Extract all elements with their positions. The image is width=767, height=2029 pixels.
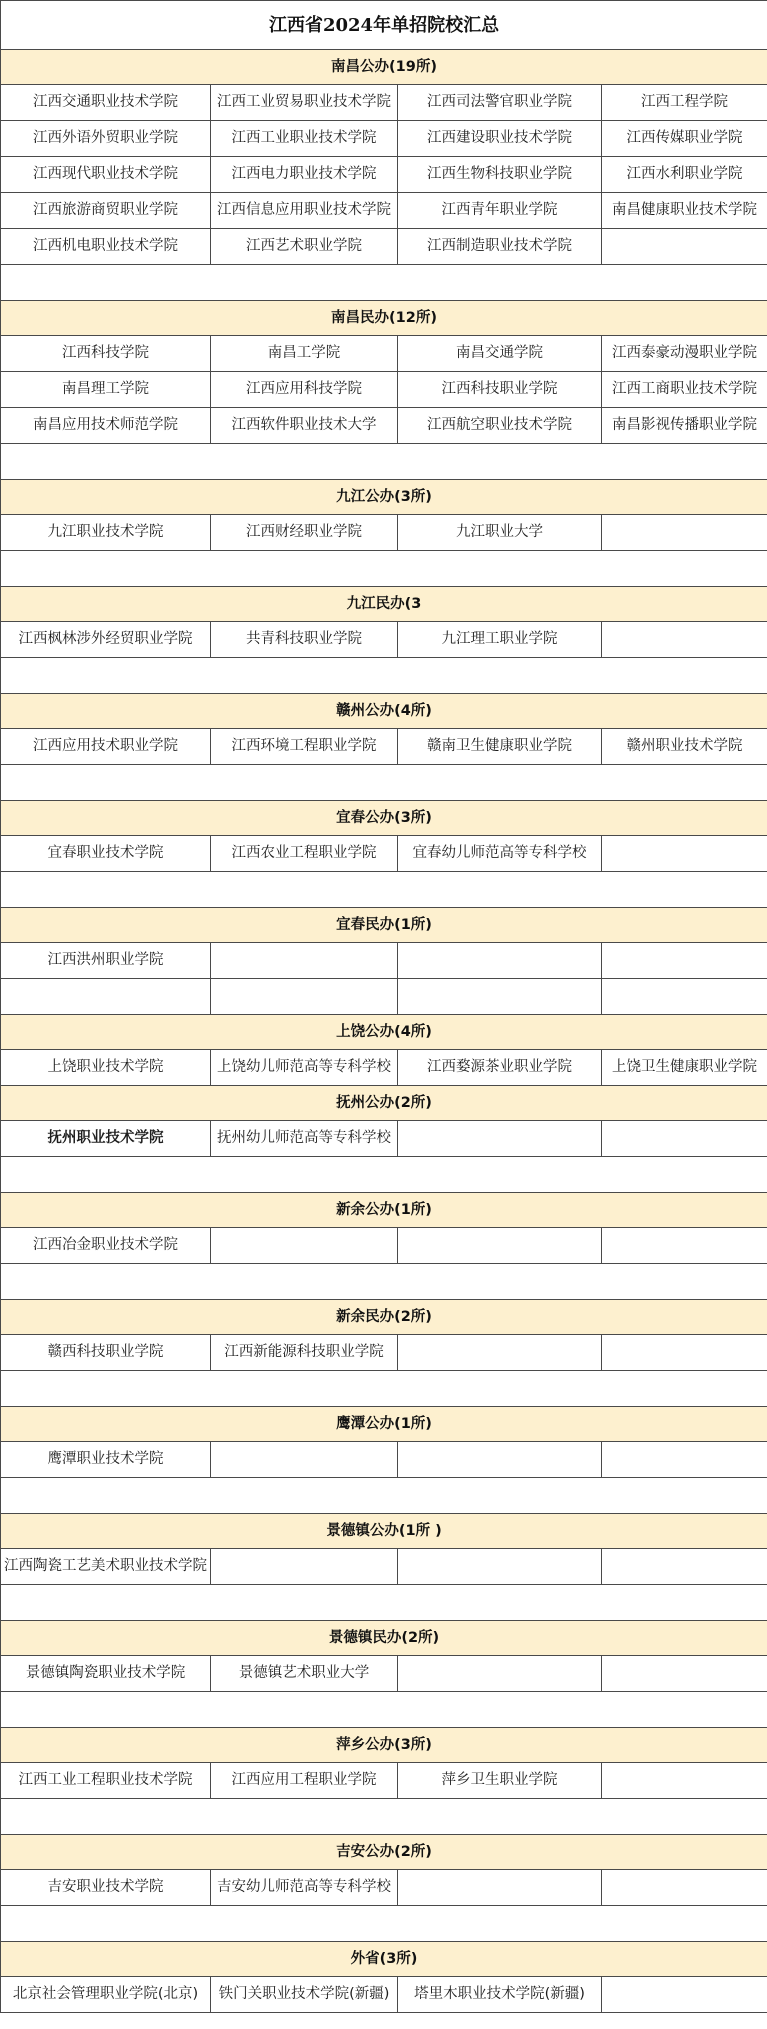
empty-cell <box>398 1335 602 1371</box>
spacer-row <box>1 1585 767 1621</box>
empty-cell <box>602 1121 767 1157</box>
college-cell: 抚州幼儿师范高等专科学校 <box>211 1121 398 1157</box>
college-cell: 江西艺术职业学院 <box>211 229 398 265</box>
table-row <box>1 979 767 1015</box>
spacer-cell <box>1 765 767 801</box>
spacer-cell <box>1 444 767 480</box>
section-header-row <box>1 301 767 336</box>
empty-cell <box>398 1549 602 1585</box>
spacer-cell <box>1 1906 767 1942</box>
college-cell: 江西航空职业技术学院 <box>398 408 602 444</box>
table-row <box>1 1549 767 1585</box>
spacer-cell <box>1 265 767 301</box>
table-row <box>1 1335 767 1371</box>
empty-cell <box>211 979 398 1015</box>
section-header-row <box>1 1728 767 1763</box>
college-cell: 江西现代职业技术学院 <box>1 157 211 193</box>
spacer-cell <box>1 1157 767 1193</box>
section-header-row <box>1 1086 767 1121</box>
empty-cell <box>398 1656 602 1692</box>
section-header: 赣州公办(4所) <box>1 694 767 729</box>
table-row <box>1 85 767 121</box>
empty-cell <box>602 836 767 872</box>
college-cell: 南昌工学院 <box>211 336 398 372</box>
spacer-row <box>1 1692 767 1728</box>
section-header: 吉安公办(2所) <box>1 1835 767 1870</box>
table-body <box>1 1 767 2013</box>
section-header-row <box>1 908 767 943</box>
empty-cell <box>211 1549 398 1585</box>
empty-cell <box>602 979 767 1015</box>
empty-cell <box>398 943 602 979</box>
college-cell: 江西传媒职业学院 <box>602 121 767 157</box>
college-cell: 九江职业技术学院 <box>1 515 211 551</box>
table-row <box>1 943 767 979</box>
college-cell: 吉安职业技术学院 <box>1 1870 211 1906</box>
section-header-row <box>1 1300 767 1335</box>
table-row <box>1 229 767 265</box>
spacer-row <box>1 1906 767 1942</box>
spacer-cell <box>1 1692 767 1728</box>
table-row <box>1 1763 767 1799</box>
table-row <box>1 1228 767 1264</box>
college-cell: 江西制造职业技术学院 <box>398 229 602 265</box>
empty-cell <box>602 622 767 658</box>
page-title: 江西省2024年单招院校汇总 <box>1 1 767 50</box>
college-cell: 江西工程学院 <box>602 85 767 121</box>
college-cell: 江西工业工程职业技术学院 <box>1 1763 211 1799</box>
section-header: 南昌公办(19所) <box>1 50 767 85</box>
empty-cell <box>398 1121 602 1157</box>
college-cell: 江西机电职业技术学院 <box>1 229 211 265</box>
empty-cell <box>398 1442 602 1478</box>
empty-cell <box>1 979 211 1015</box>
section-header: 九江民办(3 <box>1 587 767 622</box>
college-cell: 江西建设职业技术学院 <box>398 121 602 157</box>
section-header: 抚州公办(2所) <box>1 1086 767 1121</box>
section-header: 鹰潭公办(1所) <box>1 1407 767 1442</box>
empty-cell <box>602 1870 767 1906</box>
spacer-row <box>1 765 767 801</box>
empty-cell <box>602 1549 767 1585</box>
college-cell: 江西洪州职业学院 <box>1 943 211 979</box>
college-cell: 江西婺源茶业职业学院 <box>398 1050 602 1086</box>
college-cell: 宜春职业技术学院 <box>1 836 211 872</box>
section-header: 新余公办(1所) <box>1 1193 767 1228</box>
college-cell: 江西生物科技职业学院 <box>398 157 602 193</box>
empty-cell <box>211 943 398 979</box>
empty-cell <box>211 1442 398 1478</box>
college-cell: 南昌应用技术师范学院 <box>1 408 211 444</box>
table-row <box>1 729 767 765</box>
college-cell: 萍乡卫生职业学院 <box>398 1763 602 1799</box>
section-header-row <box>1 1015 767 1050</box>
spacer-cell <box>1 872 767 908</box>
spacer-cell <box>1 1585 767 1621</box>
table-row <box>1 1977 767 2013</box>
college-cell: 江西工业职业技术学院 <box>211 121 398 157</box>
table-row <box>1 121 767 157</box>
college-cell: 上饶幼儿师范高等专科学校 <box>211 1050 398 1086</box>
spacer-cell <box>1 1478 767 1514</box>
college-cell: 赣西科技职业学院 <box>1 1335 211 1371</box>
college-cell: 江西枫林涉外经贸职业学院 <box>1 622 211 658</box>
section-header-row <box>1 480 767 515</box>
section-header-row <box>1 1942 767 1977</box>
college-cell: 江西应用工程职业学院 <box>211 1763 398 1799</box>
table-row <box>1 1656 767 1692</box>
college-cell: 江西交通职业技术学院 <box>1 85 211 121</box>
spacer-row <box>1 1157 767 1193</box>
section-header-row <box>1 1835 767 1870</box>
section-header-row <box>1 50 767 85</box>
table-row <box>1 622 767 658</box>
empty-cell <box>602 1335 767 1371</box>
spacer-row <box>1 658 767 694</box>
table-row <box>1 515 767 551</box>
section-header-row <box>1 1193 767 1228</box>
table-row <box>1 408 767 444</box>
section-header-row <box>1 587 767 622</box>
spacer-cell <box>1 1264 767 1300</box>
college-cell: 抚州职业技术学院 <box>1 1121 211 1157</box>
college-cell: 共青科技职业学院 <box>211 622 398 658</box>
title-row <box>1 1 767 50</box>
college-cell: 景德镇艺术职业大学 <box>211 1656 398 1692</box>
section-header: 九江公办(3所) <box>1 480 767 515</box>
college-cell: 江西环境工程职业学院 <box>211 729 398 765</box>
college-cell: 南昌理工学院 <box>1 372 211 408</box>
section-header: 新余民办(2所) <box>1 1300 767 1335</box>
spacer-row <box>1 444 767 480</box>
section-header: 外省(3所) <box>1 1942 767 1977</box>
college-cell: 宜春幼儿师范高等专科学校 <box>398 836 602 872</box>
college-cell: 江西旅游商贸职业学院 <box>1 193 211 229</box>
table-row <box>1 836 767 872</box>
section-header: 景德镇公办(1所 ) <box>1 1514 767 1549</box>
college-cell: 九江职业大学 <box>398 515 602 551</box>
college-cell: 南昌健康职业技术学院 <box>602 193 767 229</box>
table-row <box>1 193 767 229</box>
college-cell: 江西司法警官职业学院 <box>398 85 602 121</box>
college-cell: 江西外语外贸职业学院 <box>1 121 211 157</box>
section-header: 宜春民办(1所) <box>1 908 767 943</box>
spacer-row <box>1 1264 767 1300</box>
college-cell: 赣州职业技术学院 <box>602 729 767 765</box>
spacer-row <box>1 1478 767 1514</box>
section-header-row <box>1 1621 767 1656</box>
college-cell: 江西冶金职业技术学院 <box>1 1228 211 1264</box>
college-cell: 江西工业贸易职业技术学院 <box>211 85 398 121</box>
empty-cell <box>602 515 767 551</box>
section-header: 萍乡公办(3所) <box>1 1728 767 1763</box>
college-cell: 江西新能源科技职业学院 <box>211 1335 398 1371</box>
section-header-row <box>1 694 767 729</box>
empty-cell <box>602 943 767 979</box>
table-row <box>1 1050 767 1086</box>
college-cell: 塔里木职业技术学院(新疆) <box>398 1977 602 2013</box>
spacer-row <box>1 1799 767 1835</box>
empty-cell <box>602 1228 767 1264</box>
empty-cell <box>602 1977 767 2013</box>
empty-cell <box>602 1442 767 1478</box>
college-cell: 上饶职业技术学院 <box>1 1050 211 1086</box>
section-header-row <box>1 1514 767 1549</box>
empty-cell <box>398 1870 602 1906</box>
table-row <box>1 372 767 408</box>
table-row <box>1 1870 767 1906</box>
section-header: 宜春公办(3所) <box>1 801 767 836</box>
spacer-row <box>1 265 767 301</box>
college-cell: 九江理工职业学院 <box>398 622 602 658</box>
college-cell: 江西软件职业技术大学 <box>211 408 398 444</box>
college-cell: 江西应用科技学院 <box>211 372 398 408</box>
table-row <box>1 157 767 193</box>
college-cell: 江西财经职业学院 <box>211 515 398 551</box>
college-cell: 景德镇陶瓷职业技术学院 <box>1 1656 211 1692</box>
college-cell: 江西科技职业学院 <box>398 372 602 408</box>
table-row <box>1 1121 767 1157</box>
section-header-row <box>1 1407 767 1442</box>
section-header: 上饶公办(4所) <box>1 1015 767 1050</box>
college-cell: 江西陶瓷工艺美术职业技术学院 <box>1 1549 211 1585</box>
spacer-cell <box>1 658 767 694</box>
empty-cell <box>398 979 602 1015</box>
college-cell: 江西信息应用职业技术学院 <box>211 193 398 229</box>
empty-cell <box>211 1228 398 1264</box>
spacer-cell <box>1 1371 767 1407</box>
spacer-cell <box>1 551 767 587</box>
table-row <box>1 336 767 372</box>
section-header: 景德镇民办(2所) <box>1 1621 767 1656</box>
college-cell: 南昌影视传播职业学院 <box>602 408 767 444</box>
college-cell: 江西电力职业技术学院 <box>211 157 398 193</box>
table-row <box>1 1442 767 1478</box>
college-cell: 江西青年职业学院 <box>398 193 602 229</box>
empty-cell <box>602 229 767 265</box>
empty-cell <box>602 1656 767 1692</box>
college-cell: 南昌交通学院 <box>398 336 602 372</box>
college-cell: 北京社会管理职业学院(北京) <box>1 1977 211 2013</box>
spacer-cell <box>1 1799 767 1835</box>
college-cell: 赣南卫生健康职业学院 <box>398 729 602 765</box>
college-cell: 江西工商职业技术学院 <box>602 372 767 408</box>
college-cell: 江西农业工程职业学院 <box>211 836 398 872</box>
college-cell: 江西应用技术职业学院 <box>1 729 211 765</box>
section-header: 南昌民办(12所) <box>1 301 767 336</box>
college-cell: 江西科技学院 <box>1 336 211 372</box>
spacer-row <box>1 1371 767 1407</box>
empty-cell <box>602 1763 767 1799</box>
spacer-row <box>1 551 767 587</box>
college-cell: 江西泰豪动漫职业学院 <box>602 336 767 372</box>
college-cell: 上饶卫生健康职业学院 <box>602 1050 767 1086</box>
section-header-row <box>1 801 767 836</box>
college-cell: 吉安幼儿师范高等专科学校 <box>211 1870 398 1906</box>
college-cell: 江西水利职业学院 <box>602 157 767 193</box>
college-cell: 鹰潭职业技术学院 <box>1 1442 211 1478</box>
college-cell: 铁门关职业技术学院(新疆) <box>211 1977 398 2013</box>
empty-cell <box>398 1228 602 1264</box>
spacer-row <box>1 872 767 908</box>
